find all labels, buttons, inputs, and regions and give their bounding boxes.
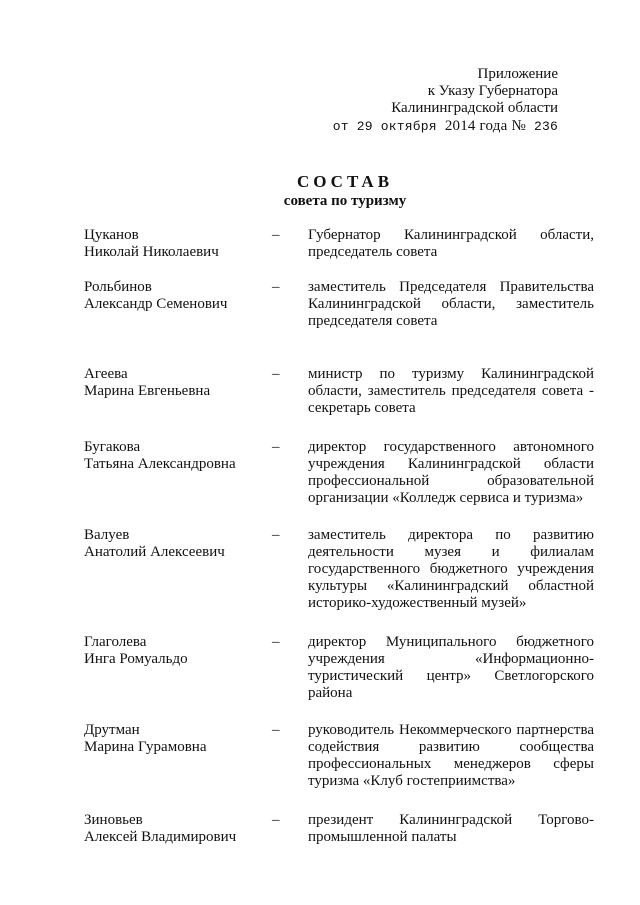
date-day-month: 29 октября <box>356 119 437 134</box>
member-given-names: Алексей Владимирович <box>84 829 237 845</box>
member-surname: Рольбинов <box>84 279 152 295</box>
member-entry <box>84 527 594 612</box>
member-role: директор Муниципального бюджетного учреждения «Информационно-туристический центр» Светлогорского района <box>308 634 594 701</box>
member-given-names: Марина Евгеньевна <box>84 383 211 399</box>
member-dash: – <box>272 527 280 543</box>
member-given-names: Инга Ромуальдо <box>84 651 188 667</box>
member-surname: Бугакова <box>84 439 141 455</box>
date-year: 2014 года № <box>444 118 526 134</box>
member-given-names: Анатолий Алексеевич <box>84 544 225 560</box>
member-name <box>84 439 272 507</box>
appendix-decree: к Указу Губернатора <box>427 83 558 99</box>
member-entry <box>84 279 594 330</box>
member-name <box>84 227 272 261</box>
member-role: заместитель директора по развитию деятельности музея и филиалам государственного бюджетного учреждения культуры «Калининградский областной историко-художественный музей» <box>308 527 594 611</box>
appendix-heading: Приложение <box>477 66 558 82</box>
title-main: СОСТАВ <box>296 172 394 191</box>
member-surname: Глаголева <box>84 634 147 650</box>
member-entry <box>84 722 594 790</box>
member-surname: Цуканов <box>84 227 139 243</box>
member-entry <box>84 439 594 507</box>
member-dash: – <box>272 366 280 382</box>
member-name <box>84 527 272 612</box>
member-surname: Агеева <box>84 366 128 382</box>
member-dash: – <box>272 722 280 738</box>
member-given-names: Александр Семенович <box>84 296 228 312</box>
appendix-date <box>318 118 558 135</box>
member-entry <box>84 634 594 702</box>
member-dash: – <box>272 812 280 828</box>
date-prefix: от <box>332 119 349 134</box>
member-role: заместитель Председателя Правительства Калининградской области, заместитель председателя совета <box>308 279 594 329</box>
member-name <box>84 279 272 330</box>
member-role: министр по туризму Калининградской области, заместитель председателя совета - секретарь совета <box>308 366 594 416</box>
member-given-names: Николай Николаевич <box>84 244 219 260</box>
decree-number: 236 <box>533 119 558 134</box>
title-sub: совета по туризму <box>283 193 407 209</box>
member-surname: Зиновьев <box>84 812 143 828</box>
member-role: президент Калининградской Торгово-промышленной палаты <box>308 812 594 845</box>
member-surname: Валуев <box>84 527 130 543</box>
member-name <box>84 634 272 702</box>
appendix-region: Калининградской области <box>391 100 558 116</box>
appendix-block <box>318 66 558 135</box>
member-entry <box>84 366 594 417</box>
member-name <box>84 722 272 790</box>
member-surname: Друтман <box>84 722 140 738</box>
member-dash: – <box>272 279 280 295</box>
document-title <box>0 172 640 210</box>
member-entry <box>84 227 594 261</box>
member-role: руководитель Некоммерческого партнерства содействия развитию сообщества профессиональных менеджеров сферы туризма «Клуб гостеприимства» <box>308 722 594 789</box>
member-dash: – <box>272 227 280 243</box>
member-given-names: Татьяна Александровна <box>84 456 236 472</box>
members-list <box>84 227 594 846</box>
member-dash: – <box>272 634 280 650</box>
member-dash: – <box>272 439 280 455</box>
member-name <box>84 366 272 417</box>
member-role: директор государственного автономного учреждения Калининградской области профессиональной образовательной организации «Колледж сервиса и туризма» <box>308 439 594 506</box>
member-entry <box>84 812 594 846</box>
member-name <box>84 812 272 846</box>
member-given-names: Марина Гурамовна <box>84 739 207 755</box>
member-role: Губернатор Калининградской области, председатель совета <box>308 227 594 260</box>
